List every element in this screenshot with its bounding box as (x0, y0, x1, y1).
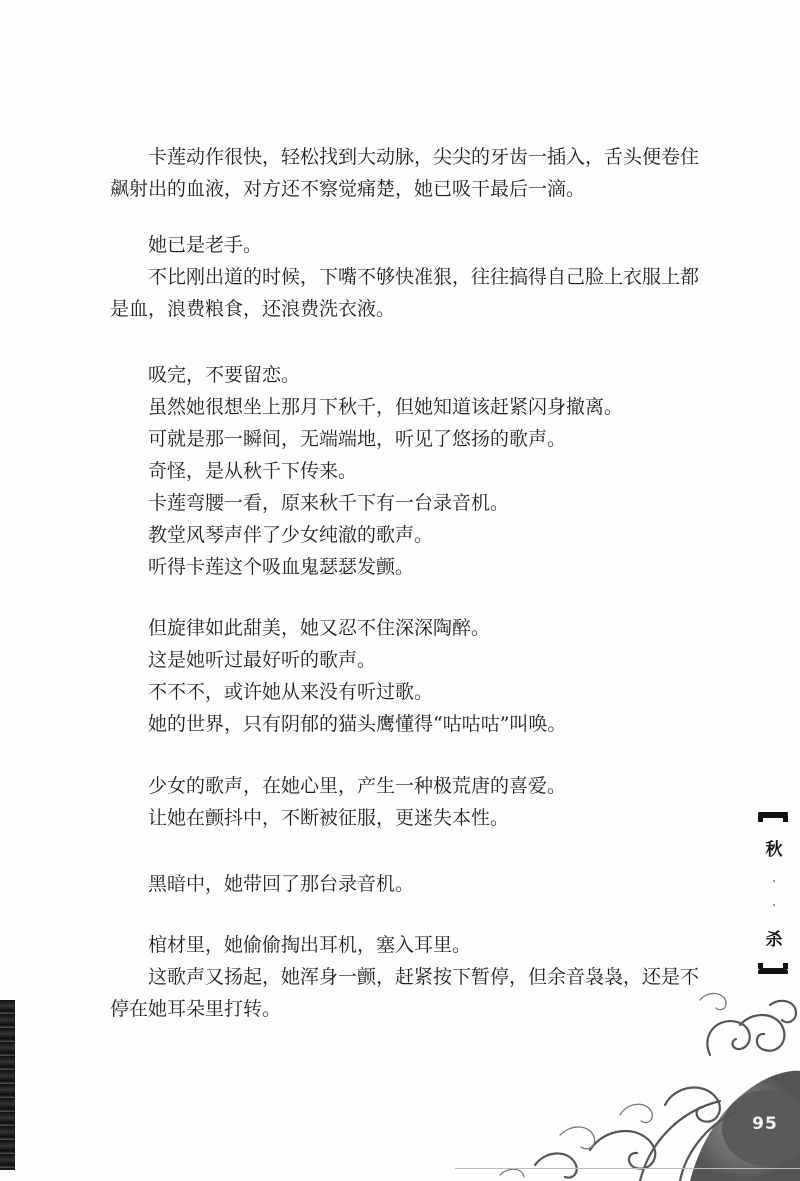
paragraph: 这歌声又扬起，她浑身一颤，赶紧按下暂停，但余音袅袅，还是不停在她耳朵里打转。 (110, 966, 700, 1020)
chapter-side-tab (752, 806, 796, 982)
text-group (110, 612, 699, 740)
paragraph: 听得卡莲这个吸血鬼瑟瑟发颤。 (148, 556, 415, 578)
tab-bracket-top (758, 812, 788, 818)
paragraph: 她已是老手。 (148, 234, 263, 256)
paragraph: 吸完，不要留恋。 (148, 364, 301, 386)
paragraph: 这是她听过最好听的歌声。 (148, 649, 377, 671)
page-number: 95 (752, 1114, 778, 1134)
paragraph: 卡莲弯腰一看，原来秋千下有一台录音机。 (148, 492, 510, 514)
text-group (110, 229, 699, 325)
text-group (110, 141, 699, 205)
paragraph: 她的世界，只有阴郁的猫头鹰懂得“咕咕咕”叫唤。 (148, 713, 567, 735)
tab-character: 杀 (765, 930, 783, 950)
paragraph: 虽然她很想坐上那月下秋千，但她知道该赶紧闪身撤离。 (148, 396, 624, 418)
tab-dot (773, 904, 775, 906)
paragraph: 黑暗中，她带回了那台录音机。 (148, 873, 415, 895)
paragraph: 棺材里，她偷偷掏出耳机，塞入耳里。 (148, 934, 472, 956)
paragraph: 教堂风琴声伴了少女纯澈的歌声。 (148, 524, 434, 546)
bottom-rule (455, 1168, 800, 1169)
paragraph: 不比刚出道的时候，下嘴不够快准狠，往往搞得自己脸上衣服上都是血，浪费粮食，还浪费洗衣液。 (110, 266, 700, 320)
paragraph: 但旋律如此甜美，她又忍不住深深陶醉。 (148, 617, 491, 639)
paragraph: 少女的歌声，在她心里，产生一种极荒唐的喜爱。 (148, 775, 567, 797)
tab-character: 秋 (765, 840, 783, 860)
paragraph: 卡莲动作很快，轻松找到大动脉，尖尖的牙齿一插入，舌头便卷住飙射出的血液，对方还不察觉痛楚，她已吸干最后一滴。 (110, 146, 700, 200)
paragraph: 奇怪，是从秋千下传来。 (148, 460, 358, 482)
text-group (110, 868, 699, 900)
paragraph: 不不不，或许她从来没有听过歌。 (148, 681, 434, 703)
binding-edge (0, 1000, 15, 1170)
tab-bracket-bottom (758, 968, 788, 974)
swirl-ornament (440, 985, 800, 1181)
text-group (110, 359, 699, 583)
paragraph: 让她在颤抖中，不断被征服，更迷失本性。 (148, 807, 510, 829)
text-group (110, 770, 699, 834)
tab-dot (773, 880, 775, 882)
paragraph: 可就是那一瞬间，无端端地，听见了悠扬的歌声。 (148, 428, 567, 450)
